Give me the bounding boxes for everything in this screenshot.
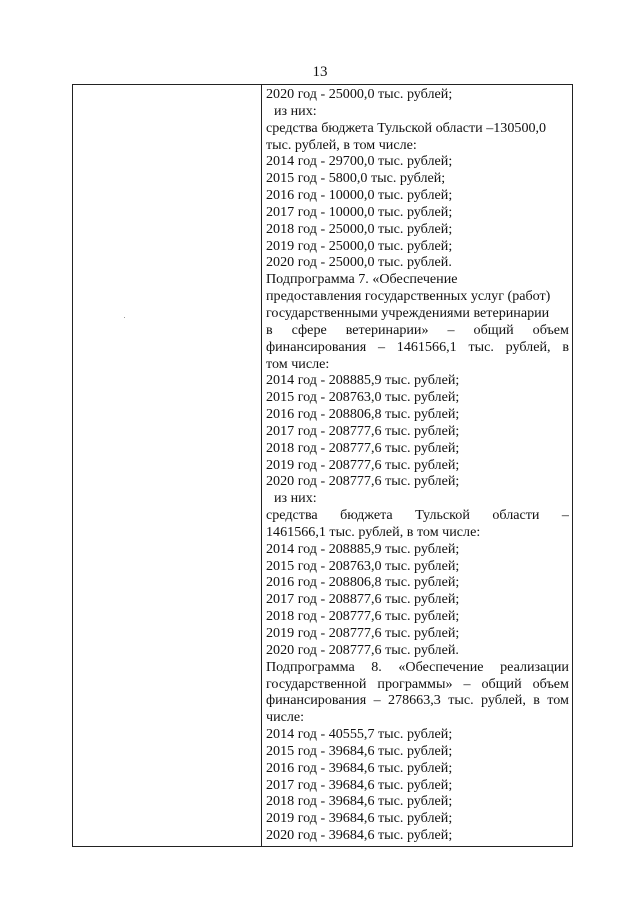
text-word: 278663,3: [387, 692, 441, 709]
text-line: числе:: [266, 709, 305, 726]
text-line: из них:: [274, 102, 317, 119]
text-word: рублей,: [505, 338, 551, 355]
text-word: «Обеспечение: [398, 658, 484, 675]
text-word: финансирования: [266, 692, 367, 709]
text-line: 2014 год - 208885,9 тыс. рублей;: [266, 372, 460, 389]
text-line: государственными учреждениями ветеринарии: [266, 304, 550, 321]
text-line: Подпрограмма 7. «Обеспечение: [266, 271, 458, 288]
text-word: области: [492, 507, 540, 524]
text-word: 1461566,1: [396, 338, 457, 355]
text-word: программы»: [377, 675, 453, 692]
text-line: [266, 507, 569, 524]
text-line: 2020 год - 25000,0 тыс. рублей;: [266, 86, 453, 102]
text-word: –: [373, 692, 381, 709]
text-line: 2015 год - 39684,6 тыс. рублей;: [266, 742, 453, 759]
text-line: [266, 659, 569, 676]
text-line: 2016 год - 39684,6 тыс. рублей;: [266, 759, 453, 776]
text-line: 2017 год - 10000,0 тыс. рублей;: [266, 203, 453, 220]
text-word: финансирования: [266, 338, 367, 355]
text-word: в: [266, 321, 273, 338]
text-word: реализации: [500, 658, 569, 675]
financing-text-cell: [266, 86, 569, 844]
text-line: 2014 год - 40555,7 тыс. рублей;: [266, 726, 453, 743]
text-word: тыс.: [448, 692, 474, 709]
text-line: 2016 год - 208806,8 тыс. рублей;: [266, 574, 460, 591]
text-line: 2017 год - 208777,6 тыс. рублей;: [266, 422, 460, 439]
text-line: 2016 год - 10000,0 тыс. рублей;: [266, 187, 453, 204]
text-word: ветеринарии»: [345, 321, 429, 338]
text-line: 2017 год - 39684,6 тыс. рублей;: [266, 776, 453, 793]
text-line: 2014 год - 29700,0 тыс. рублей;: [266, 153, 453, 170]
text-word: в: [533, 692, 540, 709]
text-word: объем: [532, 321, 569, 338]
text-word: 8.: [371, 658, 382, 675]
text-word: Тульской: [415, 507, 470, 524]
text-line: 2014 год - 208885,9 тыс. рублей;: [266, 540, 460, 557]
text-line: 2019 год - 25000,0 тыс. рублей;: [266, 237, 453, 254]
text-line: [266, 322, 569, 339]
text-line: предоставления государственных услуг (работ): [266, 288, 551, 305]
text-line: 2015 год - 208763,0 тыс. рублей;: [266, 389, 460, 406]
text-word: общий: [481, 675, 522, 692]
text-line: 2015 год - 208763,0 тыс. рублей;: [266, 557, 460, 574]
text-word: объем: [532, 675, 569, 692]
text-line: из них:: [274, 490, 317, 507]
text-line: тыс. рублей, в том числе:: [266, 136, 417, 153]
text-word: общий: [473, 321, 514, 338]
text-line: 2018 год - 208777,6 тыс. рублей;: [266, 608, 460, 625]
table-left-cell: [73, 85, 261, 846]
text-line: 2018 год - 39684,6 тыс. рублей;: [266, 793, 453, 810]
financing-table: [72, 84, 573, 847]
text-line: 2019 год - 208777,6 тыс. рублей;: [266, 625, 460, 641]
text-line: 2020 год - 39684,6 тыс. рублей;: [266, 827, 453, 844]
text-line: 2018 год - 208777,6 тыс. рублей;: [266, 439, 460, 456]
text-line: [266, 339, 569, 356]
page-number: 13: [312, 64, 328, 80]
text-word: –: [447, 321, 455, 338]
text-line: 2020 год - 208777,6 тыс. рублей.: [266, 641, 459, 658]
text-line: [266, 676, 569, 693]
text-line: 2019 год - 208777,6 тыс. рублей;: [266, 456, 460, 473]
text-word: том: [547, 692, 569, 709]
text-word: –: [561, 507, 569, 524]
text-line: 1461566,1 тыс. рублей, в том числе:: [266, 523, 481, 540]
text-line: 2017 год - 208877,6 тыс. рублей;: [266, 591, 460, 608]
text-word: рублей,: [480, 692, 526, 709]
text-line: 2016 год - 208806,8 тыс. рублей;: [266, 406, 460, 423]
text-word: –: [377, 338, 386, 355]
text-line: [266, 692, 569, 709]
text-word: тыс.: [468, 338, 494, 355]
text-word: государственной: [266, 675, 367, 692]
text-line: 2015 год - 5800,0 тыс. рублей;: [266, 170, 446, 187]
scan-speck: [124, 317, 125, 318]
column-divider: [261, 85, 262, 846]
text-line: 2020 год - 25000,0 тыс. рублей.: [266, 254, 452, 271]
text-line: 2020 год - 208777,6 тыс. рублей;: [266, 473, 460, 490]
text-line: 2018 год - 25000,0 тыс. рублей;: [266, 220, 453, 237]
text-line: средства бюджета Тульской области –130500,0: [266, 119, 547, 136]
text-line: 2019 год - 39684,6 тыс. рублей;: [266, 810, 453, 827]
text-word: сфере: [291, 321, 327, 338]
text-word: –: [463, 675, 471, 692]
text-line: том числе:: [266, 355, 330, 372]
text-word: в: [562, 338, 569, 355]
text-word: бюджета: [340, 507, 393, 524]
text-word: Подпрограмма: [266, 658, 355, 675]
text-word: средства: [266, 507, 318, 524]
